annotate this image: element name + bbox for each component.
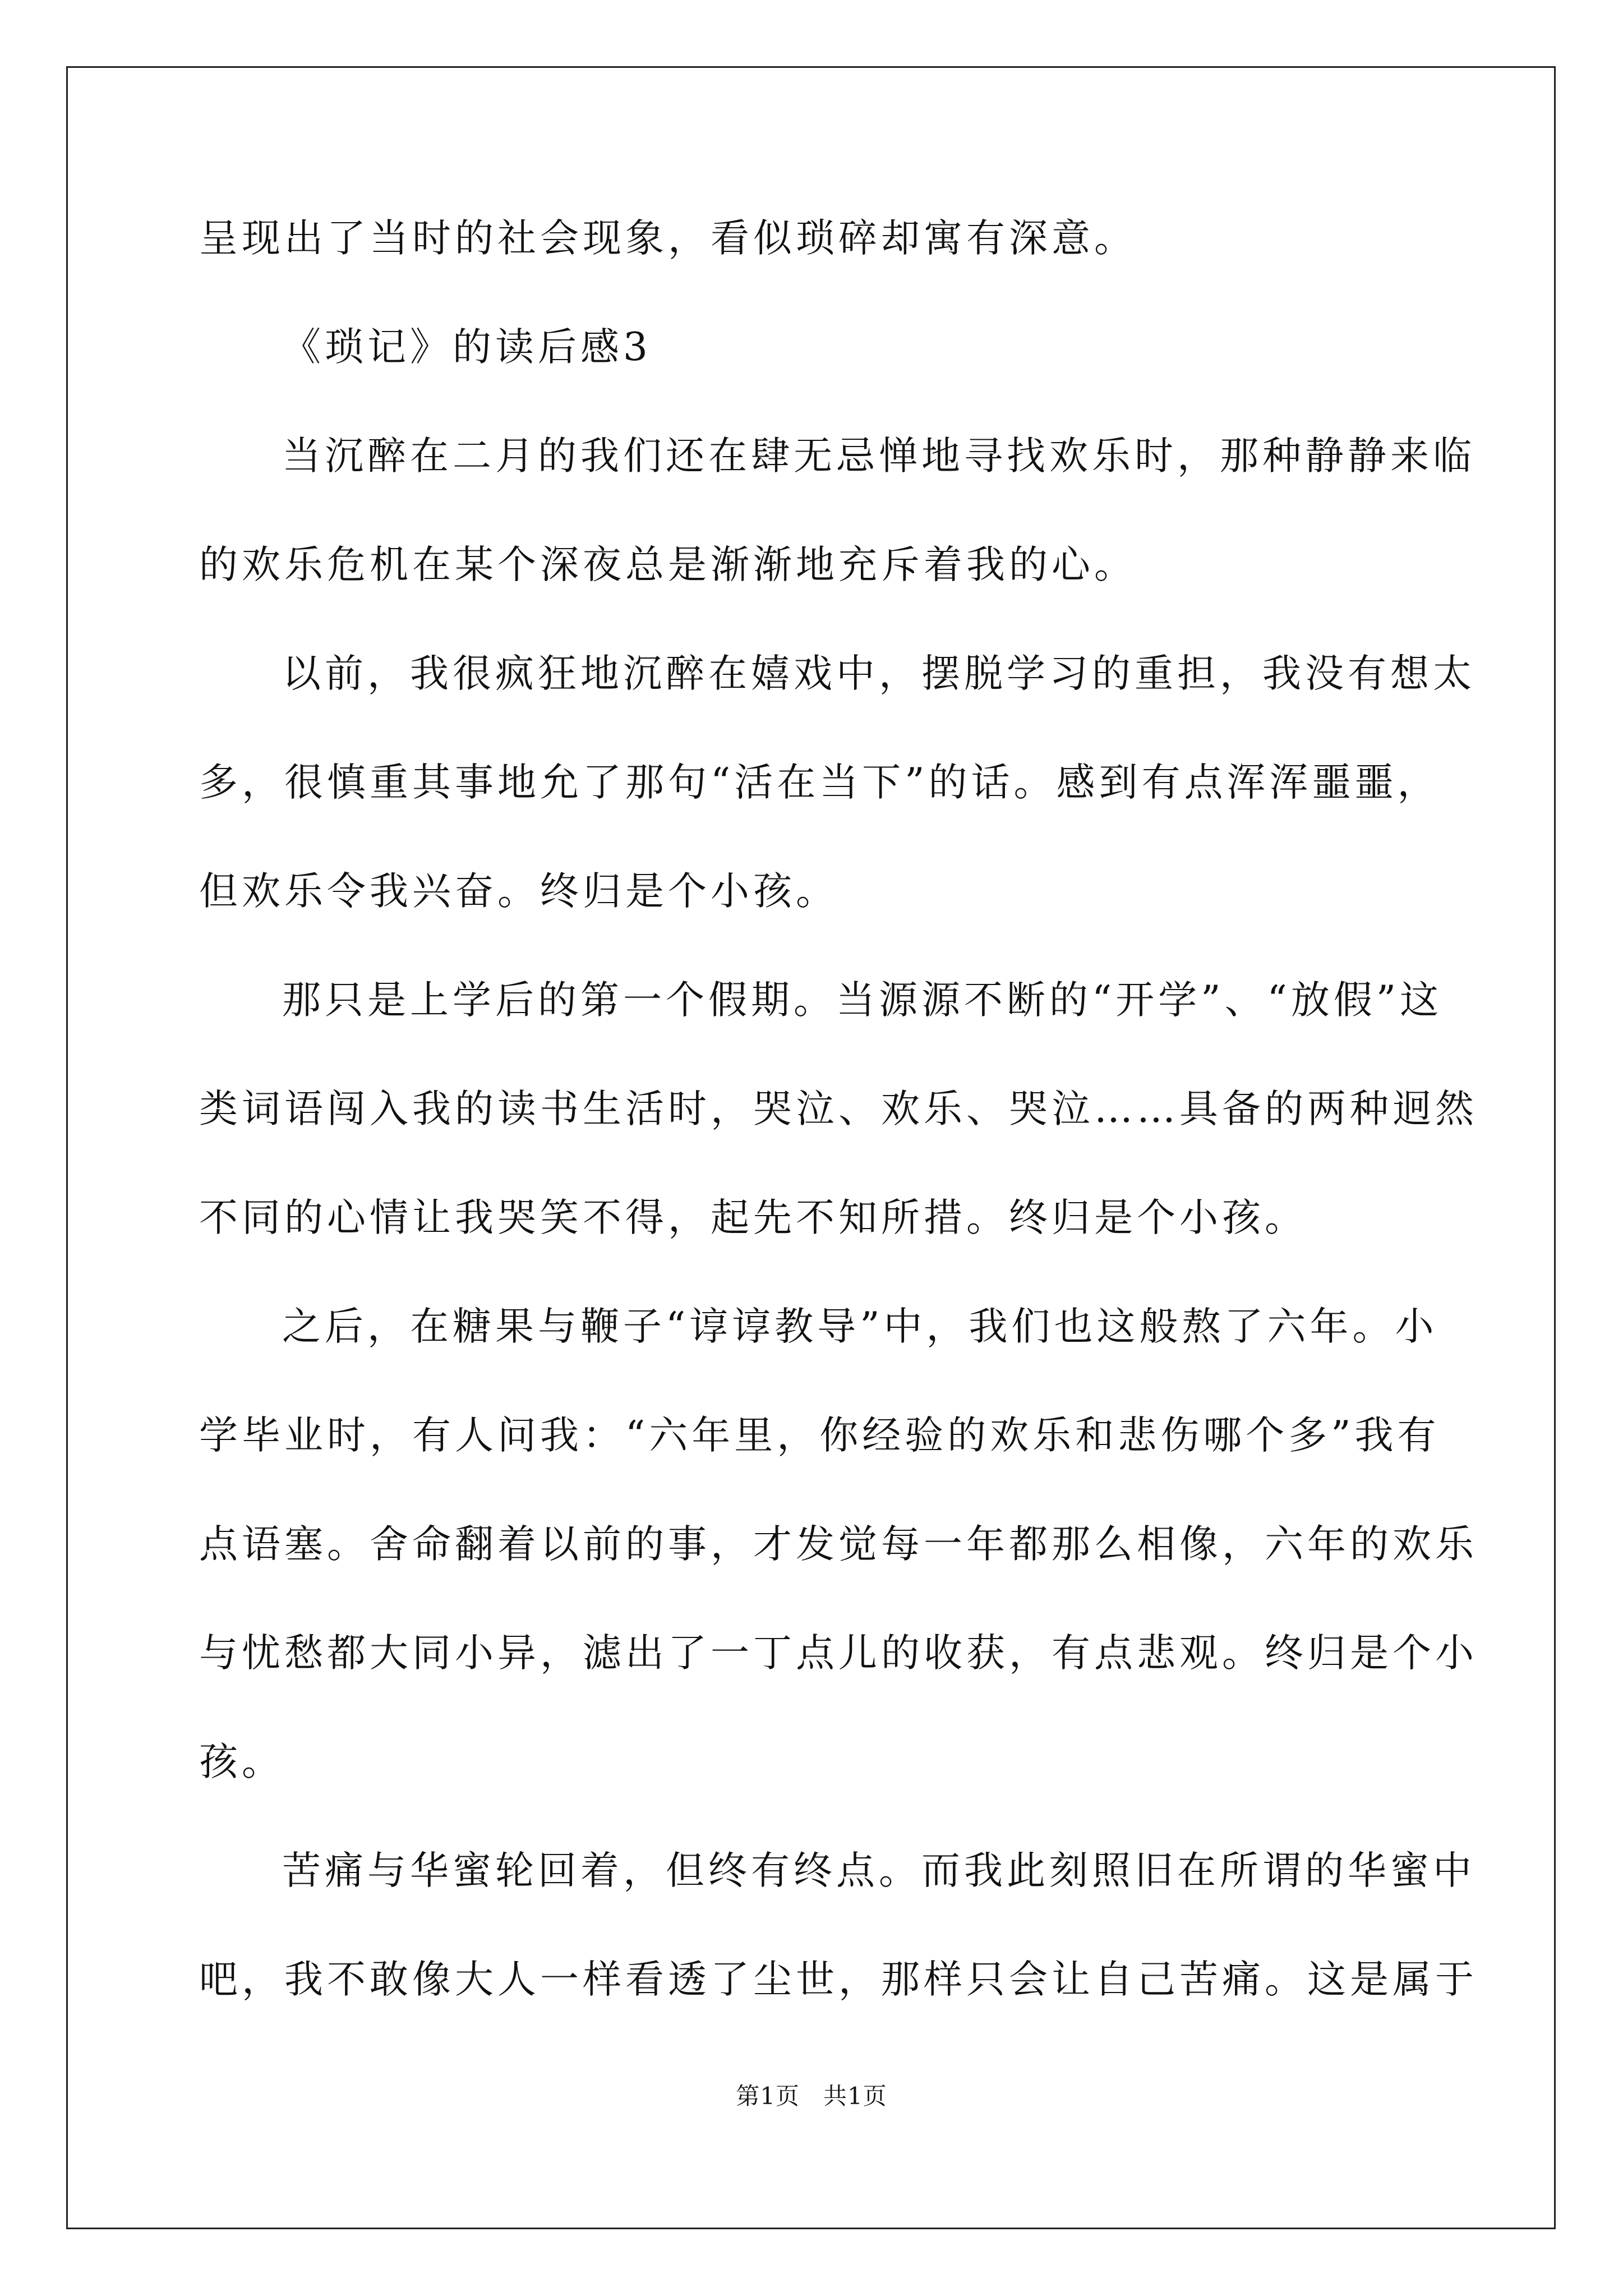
text-line: 点语塞。舍命翻着以前的事，才发觉每一年都那么相像，六年的欢乐 <box>199 1522 1478 1567</box>
text-line: 学毕业时，有人问我：“六年里，你经验的欢乐和悲伤哪个多”我有 <box>199 1413 1440 1458</box>
text-line: 多，很慎重其事地允了那句“活在当下”的话。感到有点浑浑噩噩， <box>199 760 1440 805</box>
text-line: 那只是上学后的第一个假期。当源源不断的“开学”、“放假”这 <box>282 978 1443 1023</box>
page-total: 共1页 <box>823 2082 887 2110</box>
essay-title: 《琐记》的读后感3 <box>282 325 652 370</box>
text-line: 但欢乐令我兴奋。终归是个小孩。 <box>199 869 838 914</box>
document-body <box>199 213 1478 2063</box>
text-line: 不同的心情让我哭笑不得，起先不知所措。终归是个小孩。 <box>199 1195 1307 1240</box>
text-line: 苦痛与华蜜轮回着，但终有终点。而我此刻照旧在所谓的华蜜中 <box>282 1848 1476 1893</box>
text-line: 呈现出了当时的社会现象，看似琐碎却寓有深意。 <box>199 216 1137 261</box>
text-line: 以前，我很疯狂地沉醉在嬉戏中，摆脱学习的重担，我没有想太 <box>282 651 1476 696</box>
text-line: 孩。 <box>199 1740 284 1784</box>
page-footer <box>0 2078 1623 2111</box>
page-number: 第1页 <box>736 2082 800 2110</box>
text-line: 类词语闯入我的读书生活时，哭泣、欢乐、哭泣……具备的两种迥然 <box>199 1087 1478 1131</box>
text-line: 之后，在糖果与鞭子“谆谆教导”中，我们也这般熬了六年。小 <box>282 1304 1438 1349</box>
text-line: 与忧愁都大同小异，滤出了一丁点儿的收获，有点悲观。终归是个小 <box>199 1631 1478 1676</box>
text-line: 吧，我不敢像大人一样看透了尘世，那样只会让自己苦痛。这是属于 <box>199 1957 1478 2002</box>
text-line: 当沉醉在二月的我们还在肆无忌惮地寻找欢乐时，那种静静来临 <box>282 434 1476 478</box>
text-line: 的欢乐危机在某个深夜总是渐渐地充斥着我的心。 <box>199 542 1137 587</box>
